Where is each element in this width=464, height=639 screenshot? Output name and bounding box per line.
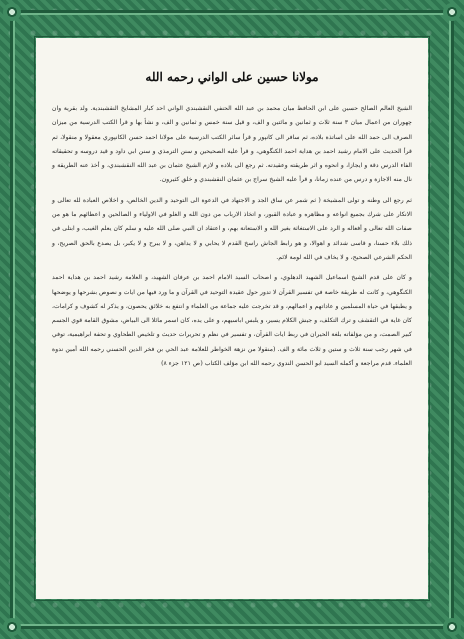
paragraph: ثم رجع الى وطنه و تولى المشيخة ( ثم شمر عن ساق الجد و الاجتهاد في الدعوة الى التوحيد و الدين الخالص، و اخلاص العبادة لله تعالى و الانكار على شرك بجميع انواعه و مظاهره و عبادة القبور، و اتخاذ الارباب من دون الله و الغلو في الاولياء و الصالحين و اعطائهم ما هو من صفات الله تعالى و أفعاله و الرد على الاستغاثة بغير الله و الاستعانة بهم، و اعتقاد ان النبي صلى الله عليه و سلم كان يعلم الغيب، و ابتلى في ذلك بلاء حسنا، و قاسى شدائد و اهوالا، و هو رابط الجاش راسخ القدم لا يحابي و لا يداهن، و لا يبرح و لا يكبر، بل يصدع بالحق الصريح، و الحكم الشرعي الصحيح، و لا يخاف في الله لومة لائم. — [52, 196, 412, 261]
corner-ornament-icon — [443, 3, 461, 21]
corner-ornament-icon — [443, 618, 461, 636]
page-title: مولانا حسين على الواني رحمه الله — [145, 70, 319, 84]
corner-ornament-icon — [3, 3, 21, 21]
text-panel — [36, 38, 428, 599]
paragraph: و كان على قدم الشيخ اسماعيل الشهيد الدهلوي، و اصحاب السيد الامام احمد بن عرفان الشهيد، و العلامة رشيد احمد بن هداية احمد الكنگوهي، و كانت له طريقة خاصة في تفسير القرآن لا تدور حول عقيدة التوحيد في القرآن و ما ورد فيها من ايات و نصوص بشرحها و يوضحها و يطبقها في حياة المسلمين و عاداتهم و اعمالهم، و قد تخرجت عليه جماعة من العلماء و انتفع به خلائق يحصون، و يذكر له كشوف و كرامات، كان غاية في التقشف و ترك التكلف، و جيش الكلام يسير، و يلبس اباسيهم، و على يده، كان اسمر مائلا الى البياض، مشوق القامة قوي الجسم كبير الصمت، و من مؤلفاته بلغة الحيران في ربط ايات القرآن، و تفسير في نظم و تحريرات حديث و تلخيص الطحاوي و تحفة ابراهيمية، توفي في شهر رجب سنة ثلاث و ستين و ثلاث مائة و الف. (منقولا من نزهة الخواطر للعلامة عبد الحي بن فخر الدين الحسني رحمه الله أمين ندوة العلماء. قدم مراجعة و أكمله السيد ابو الحسن الندوي رحمه الله ابن مؤلف الكتاب (ص ١٢١ جزء ٨) — [52, 274, 412, 368]
corner-ornament-icon — [3, 618, 21, 636]
paragraph: الشيخ العالم الصالح حسين على ابن الحافظ ميان محمد بن عبد الله الحنفي النقشبندي الواني احد كبار المشايخ النقشبندية. ولد بقرية وان چهوران من اعمال ميان ٣ سنة ثلاث و ثمانين و مائتين و الف، و قيل سنة خمس و ثمانين و الف، و نشأ بها و قرأ الكتب الدرسية من ميزان الصرف الى حمد الله على اساتذة بلاده، ثم سافر الى كانپور و قرأ سائر الكتب الدرسية على مولانا احمد حسن الكانپوري معقولا و منقولا، ثم قرأ الحديث على الامام رشيد احمد بن هداية احمد الكنگوهي، و قرأ عليه الصحيحين و سنن الترمذي و سنن ابي داود و قيد دروسه و تحقيقاته الفاء الدرس دقة و ايجازا، و انحوه و اثر طريقته وعقيدته. ثم رجع الى بلاده و لازم الشيخ عثمان بن عبد الله النقشبندي، و أخذ عنه الطريقة و نال منه الاجازة و درس من عنده زمانا، و قرأ عليه الشيخ سراج بن عثمان النقشبندي و خلق كثيرون. — [52, 105, 413, 184]
